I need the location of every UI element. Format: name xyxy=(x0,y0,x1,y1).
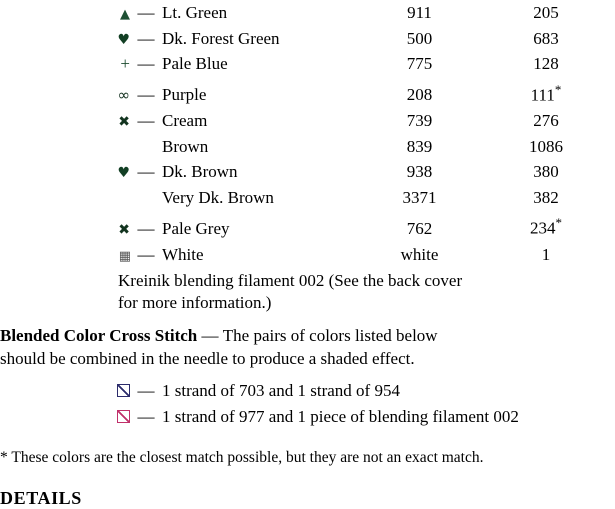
table-row xyxy=(0,159,615,185)
row-dash: — xyxy=(137,54,155,74)
kreinik-note-line2: for more information.) xyxy=(118,293,272,313)
row-dmc-number: 500 xyxy=(406,28,433,48)
row-dmc-number: 938 xyxy=(406,162,433,182)
cross-x-icon: ✖ xyxy=(118,114,130,131)
row-color-name: Very Dk. Brown xyxy=(162,187,274,207)
row-anchor-number xyxy=(477,242,615,268)
row-anchor-value: 234 xyxy=(530,219,556,239)
table-row xyxy=(0,185,615,211)
row-blend-text: 1 strand of 977 and 1 piece of blending filament 002 xyxy=(162,407,519,427)
details-heading: DETAILS xyxy=(0,488,82,509)
row-symbol-cell xyxy=(0,404,130,430)
row-color-name: Dk. Brown xyxy=(162,162,238,182)
row-symbol-cell xyxy=(0,0,130,26)
row-anchor-number xyxy=(477,134,615,160)
row-dmc-number: 208 xyxy=(406,85,433,105)
row-symbol-cell xyxy=(0,242,130,268)
row-dash: — xyxy=(137,162,155,182)
table-row xyxy=(0,51,615,77)
row-anchor-value: 128 xyxy=(533,54,559,74)
row-blend-text: 1 strand of 703 and 1 strand of 954 xyxy=(162,381,400,401)
row-dash xyxy=(130,185,162,211)
row-color-name: Lt. Green xyxy=(162,3,228,22)
infinity-icon: ∞ xyxy=(117,86,130,105)
table-row xyxy=(0,134,615,160)
table-row xyxy=(0,77,615,108)
triangle-up-icon: ▲ xyxy=(120,7,130,22)
row-dash xyxy=(130,134,162,160)
row-anchor-number xyxy=(477,108,615,134)
row-dmc-number: 911 xyxy=(407,3,432,22)
row-color-name: White xyxy=(162,244,204,264)
row-anchor-number xyxy=(477,26,615,52)
row-dmc-number: white xyxy=(400,244,439,264)
row-anchor-value: 276 xyxy=(533,111,559,131)
table-row xyxy=(0,26,615,52)
row-anchor-value: 1086 xyxy=(529,136,563,156)
row-anchor-value: 382 xyxy=(533,187,559,207)
row-dash: — xyxy=(137,28,155,48)
row-anchor-number xyxy=(477,77,615,108)
table-row xyxy=(0,0,615,26)
row-anchor-value: 683 xyxy=(533,28,559,48)
row-color-name: Purple xyxy=(162,85,207,105)
row-symbol-cell xyxy=(0,51,130,77)
row-anchor-number xyxy=(477,210,615,241)
table-row xyxy=(0,108,615,134)
row-dash: — xyxy=(137,381,155,401)
row-dmc-number: 3371 xyxy=(402,187,437,207)
row-color-name: Dk. Forest Green xyxy=(162,28,280,48)
row-anchor-number xyxy=(477,51,615,77)
blended-color-section xyxy=(0,314,615,370)
blended-pairs-table xyxy=(0,378,615,430)
table-row xyxy=(0,404,615,430)
row-dash: — xyxy=(137,85,155,105)
row-symbol-cell xyxy=(0,159,130,185)
row-symbol-cell xyxy=(0,134,130,160)
row-dash: — xyxy=(137,407,155,427)
row-anchor-number xyxy=(477,159,615,185)
row-anchor-number xyxy=(477,185,615,211)
row-dmc-number: 762 xyxy=(406,219,433,239)
row-color-name: Brown xyxy=(162,136,209,156)
row-dash: — xyxy=(137,219,155,239)
row-symbol-cell xyxy=(0,210,130,241)
blended-intro-line1 xyxy=(0,325,615,348)
row-dash: — xyxy=(137,244,155,264)
row-color-name: Cream xyxy=(162,111,208,131)
row-symbol-cell xyxy=(0,185,130,211)
row-anchor-value: 380 xyxy=(533,162,559,182)
row-dash: — xyxy=(137,111,155,131)
row-anchor-value: 205 xyxy=(533,3,559,22)
kreinik-note xyxy=(0,267,615,314)
heart-icon: ♥ xyxy=(117,31,130,48)
box-diagonal-blue-icon xyxy=(117,384,130,397)
grid-shade-icon: ▦ xyxy=(118,248,130,264)
row-anchor-number xyxy=(477,0,615,26)
kreinik-note-line1: Kreinik blending filament 002 (See the back cover xyxy=(118,271,463,291)
row-symbol-cell xyxy=(0,378,130,404)
heart-icon: ♥ xyxy=(117,165,130,182)
row-dmc-number: 775 xyxy=(406,54,433,74)
table-row xyxy=(0,242,615,268)
blended-heading: Blended Color Cross Stitch xyxy=(0,326,198,346)
blended-heading-dash: — xyxy=(201,326,219,346)
plus-icon: + xyxy=(120,54,130,74)
table-row xyxy=(0,378,615,404)
row-dmc-number: 739 xyxy=(406,111,433,131)
row-anchor-value: 111 xyxy=(530,85,555,105)
row-symbol-cell xyxy=(0,108,130,134)
row-symbol-cell xyxy=(0,26,130,52)
footnote-marker: * xyxy=(554,81,562,97)
box-diagonal-pink-icon xyxy=(117,410,130,423)
blended-intro-line2: should be combined in the needle to produce a shaded effect. xyxy=(0,348,415,368)
row-dmc-number: 839 xyxy=(406,136,433,156)
table-row xyxy=(0,210,615,241)
row-dash: — xyxy=(137,3,155,22)
row-anchor-value: 1 xyxy=(541,244,551,264)
blended-intro-text1: The pairs of colors listed below xyxy=(222,326,438,346)
row-color-name: Pale Grey xyxy=(162,219,230,239)
cross-x-icon: ✖ xyxy=(118,222,130,239)
footnote-marker: * xyxy=(555,215,562,231)
row-symbol-cell xyxy=(0,77,130,108)
footnote-text: * These colors are the closest match possible, but they are not an exact match. xyxy=(0,449,484,467)
blended-pairs-body xyxy=(0,378,615,430)
row-color-name: Pale Blue xyxy=(162,54,228,74)
